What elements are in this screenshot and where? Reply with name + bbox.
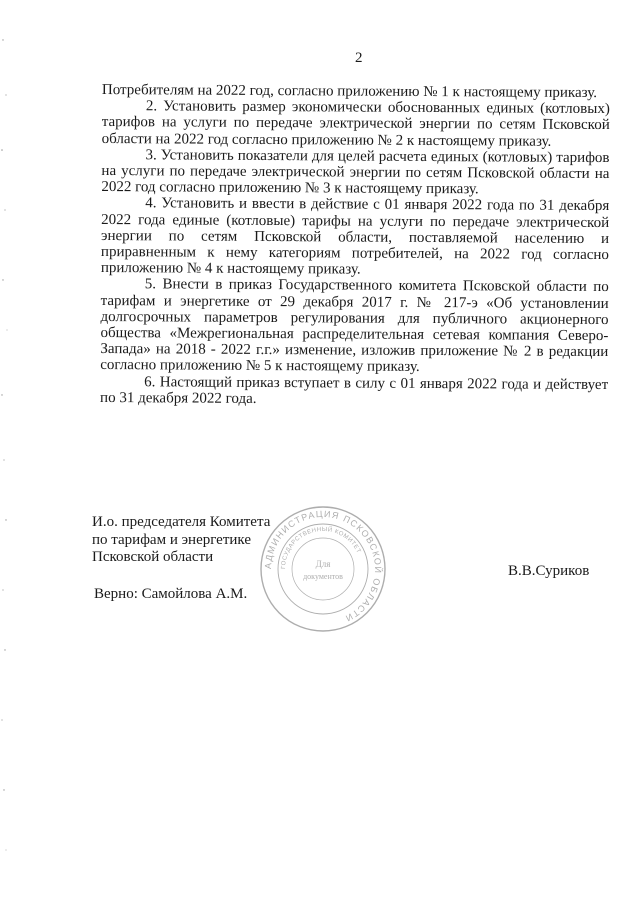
signatory-title-line-1: И.о. председателя Комитета	[92, 514, 271, 530]
paragraph-3: 3. Установить показатели для целей расчета единых (котловых) тарифов на услуги по передаче электрической энергии по сетям Псковской области на 2022 год согласно приложению № 3 к настоящему приказу.	[101, 147, 610, 198]
page-number: 2	[355, 50, 363, 66]
stamp-ring-text: АДМИНИСТРАЦИЯ ПСКОВСКОЙ ОБЛАСТИ	[262, 508, 384, 624]
paragraph-1-continuation: Потребителям на 2022 год, согласно приложению № 1 к настоящему приказу.	[101, 82, 598, 102]
signatory-title-line-3: Псковской области	[92, 549, 214, 565]
official-stamp	[258, 504, 388, 634]
document-body	[100, 82, 610, 409]
paragraph-6: 6. Настоящий приказ вступает в силу с 01 января 2022 года и действует по 31 декабря 2022 года.	[100, 373, 609, 407]
paragraph-5: 5. Внести в приказ Государственного комитета Псковской области по тарифам и энергетике от 29 декабря 2017 г. № 217-э «Об установлении долгосрочных параметров регулирования для публичного акционерного общества «Межрегиональная распределительная сетевая компания Северо-Запада» на 2018 - 2022 г.г.» изменение, изложив приложение № 2 в редакции согласно приложению № 5 к настоящему приказу.	[100, 276, 609, 376]
signatory-title-line-2: по тарифам и энергетике	[92, 531, 251, 548]
signatory-title	[92, 514, 270, 567]
stamp-center-bottom: документов	[303, 572, 343, 581]
paragraph-2: 2. Установить размер экономически обоснованных единых (котловых) тарифов на услуги по передаче электрической энергии по сетям Псковской области на 2022 год согласно приложению № 2 к настоящему приказу.	[101, 98, 610, 150]
signatory-name: В.В.Суриков	[508, 563, 590, 579]
paragraph-4: 4. Установить и ввести в действие с 01 января 2022 года по 31 декабря 2022 года единые (котловые) тарифы на услуги по передаче электрической энергии по сетям Псковской области, поставляемой населению и приравненным к нему категориям потребителей, на 2022 год согласно приложению № 4 к настоящему приказу.	[100, 195, 610, 278]
stamp-center-top: Для	[315, 559, 331, 569]
stamp-inner-text: ГОСУДАРСТВЕННЫЙ КОМИТЕТ	[280, 526, 362, 570]
verified-by: Верно: Самойлова А.М.	[94, 586, 248, 602]
scan-edge-artifact	[0, 0, 14, 905]
